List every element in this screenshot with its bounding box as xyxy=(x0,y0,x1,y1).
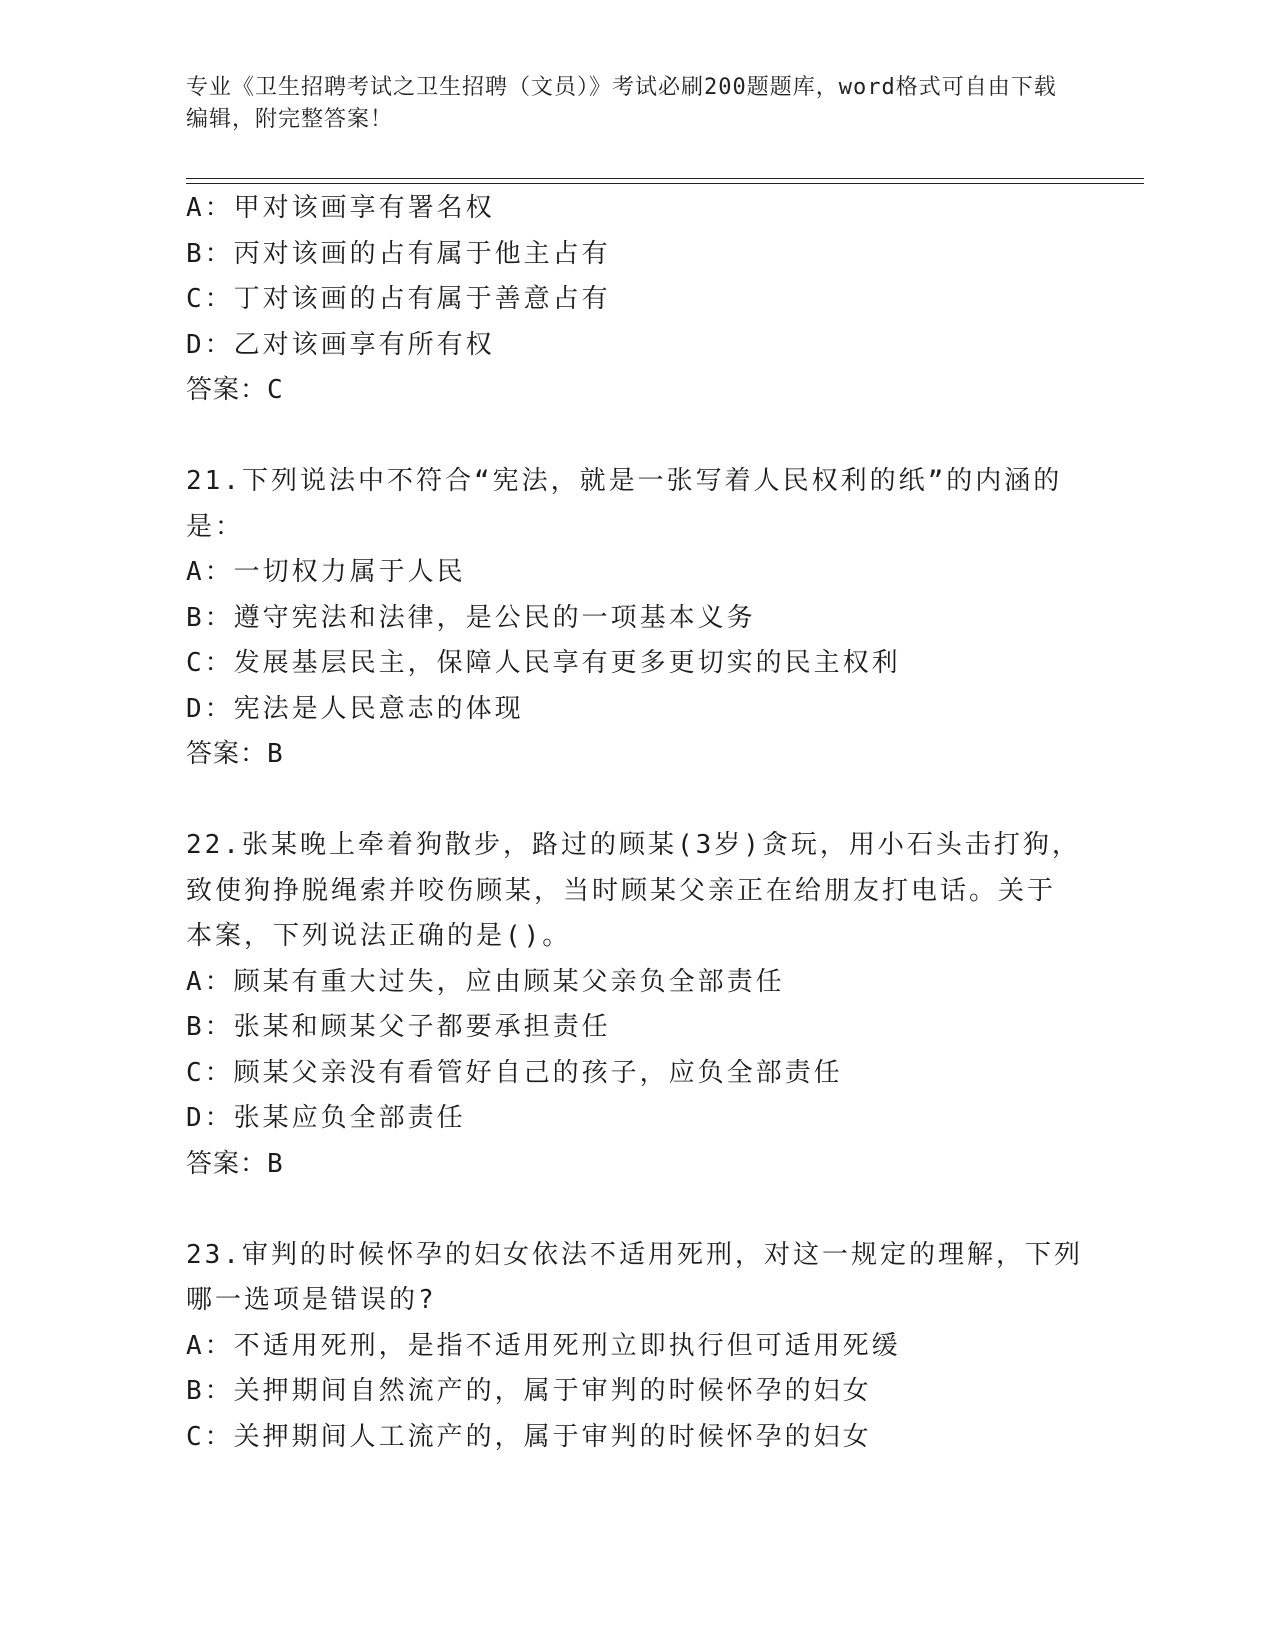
question-22 xyxy=(186,823,1081,1187)
option-c: C：发展基层民主，保障人民享有更多更切实的民主权利 xyxy=(186,648,901,678)
option-a: A：不适用死刑，是指不适用死刑立即执行但可适用死缓 xyxy=(186,1330,901,1361)
spacer xyxy=(186,778,1066,824)
header-rule-bottom xyxy=(186,183,1144,184)
question-23 xyxy=(186,1233,1083,1461)
option-c: C：丁对该画的占有属于善意占有 xyxy=(186,284,611,314)
option-b: B：丙对该画的占有属于他主占有 xyxy=(186,238,611,269)
question-stem-line: 哪一选项是错误的? xyxy=(186,1285,437,1315)
option-a: A：一切权力属于人民 xyxy=(186,557,466,587)
question-stem-line: 21.下列说法中不符合“宪法，就是一张写着人民权利的纸”的内涵的 xyxy=(186,466,1063,496)
question-stem-line: 23.审判的时候怀孕的妇女依法不适用死刑，对这一规定的理解，下列 xyxy=(186,1239,1083,1270)
answer-line: 答案：C xyxy=(186,375,284,405)
spacer xyxy=(186,414,1066,460)
question-stem-line: 致使狗挣脱绳索并咬伤顾某，当时顾某父亲正在给朋友打电话。关于 xyxy=(186,875,1057,906)
option-b: B：遵守宪法和法律，是公民的一项基本义务 xyxy=(186,602,756,633)
option-d: D：宪法是人民意志的体现 xyxy=(186,693,524,724)
option-c: C：顾某父亲没有看管好自己的孩子，应负全部责任 xyxy=(186,1057,843,1088)
document-header: 专业《卫生招聘考试之卫生招聘（文员）》考试必刷200题题库，word格式可自由下载编辑，附完整答案！ xyxy=(186,75,1057,132)
answer-line: 答案：B xyxy=(186,1148,284,1179)
prev-question-block xyxy=(186,186,1066,414)
option-d: D：乙对该画享有所有权 xyxy=(186,329,495,360)
answer-line: 答案：B xyxy=(186,739,284,769)
spacer xyxy=(186,1187,1066,1233)
option-b: B：关押期间自然流产的，属于审判的时候怀孕的妇女 xyxy=(186,1376,872,1406)
question-21 xyxy=(186,459,1066,778)
option-a: A：甲对该画享有署名权 xyxy=(186,193,495,223)
question-stem-line: 本案，下列说法正确的是()。 xyxy=(186,921,572,951)
question-content xyxy=(186,186,1083,1460)
question-stem-line: 是： xyxy=(186,511,245,542)
header-rule-top xyxy=(186,178,1144,179)
option-b: B：张某和顾某父子都要承担责任 xyxy=(186,1012,611,1042)
option-c: C：关押期间人工流产的，属于审判的时候怀孕的妇女 xyxy=(186,1421,872,1452)
option-a: A：顾某有重大过失，应由顾某父亲负全部责任 xyxy=(186,966,785,997)
question-stem-line: 22.张某晚上牵着狗散步，路过的顾某(3岁)贪玩，用小石头击打狗， xyxy=(186,830,1081,860)
option-d: D：张某应负全部责任 xyxy=(186,1103,466,1133)
